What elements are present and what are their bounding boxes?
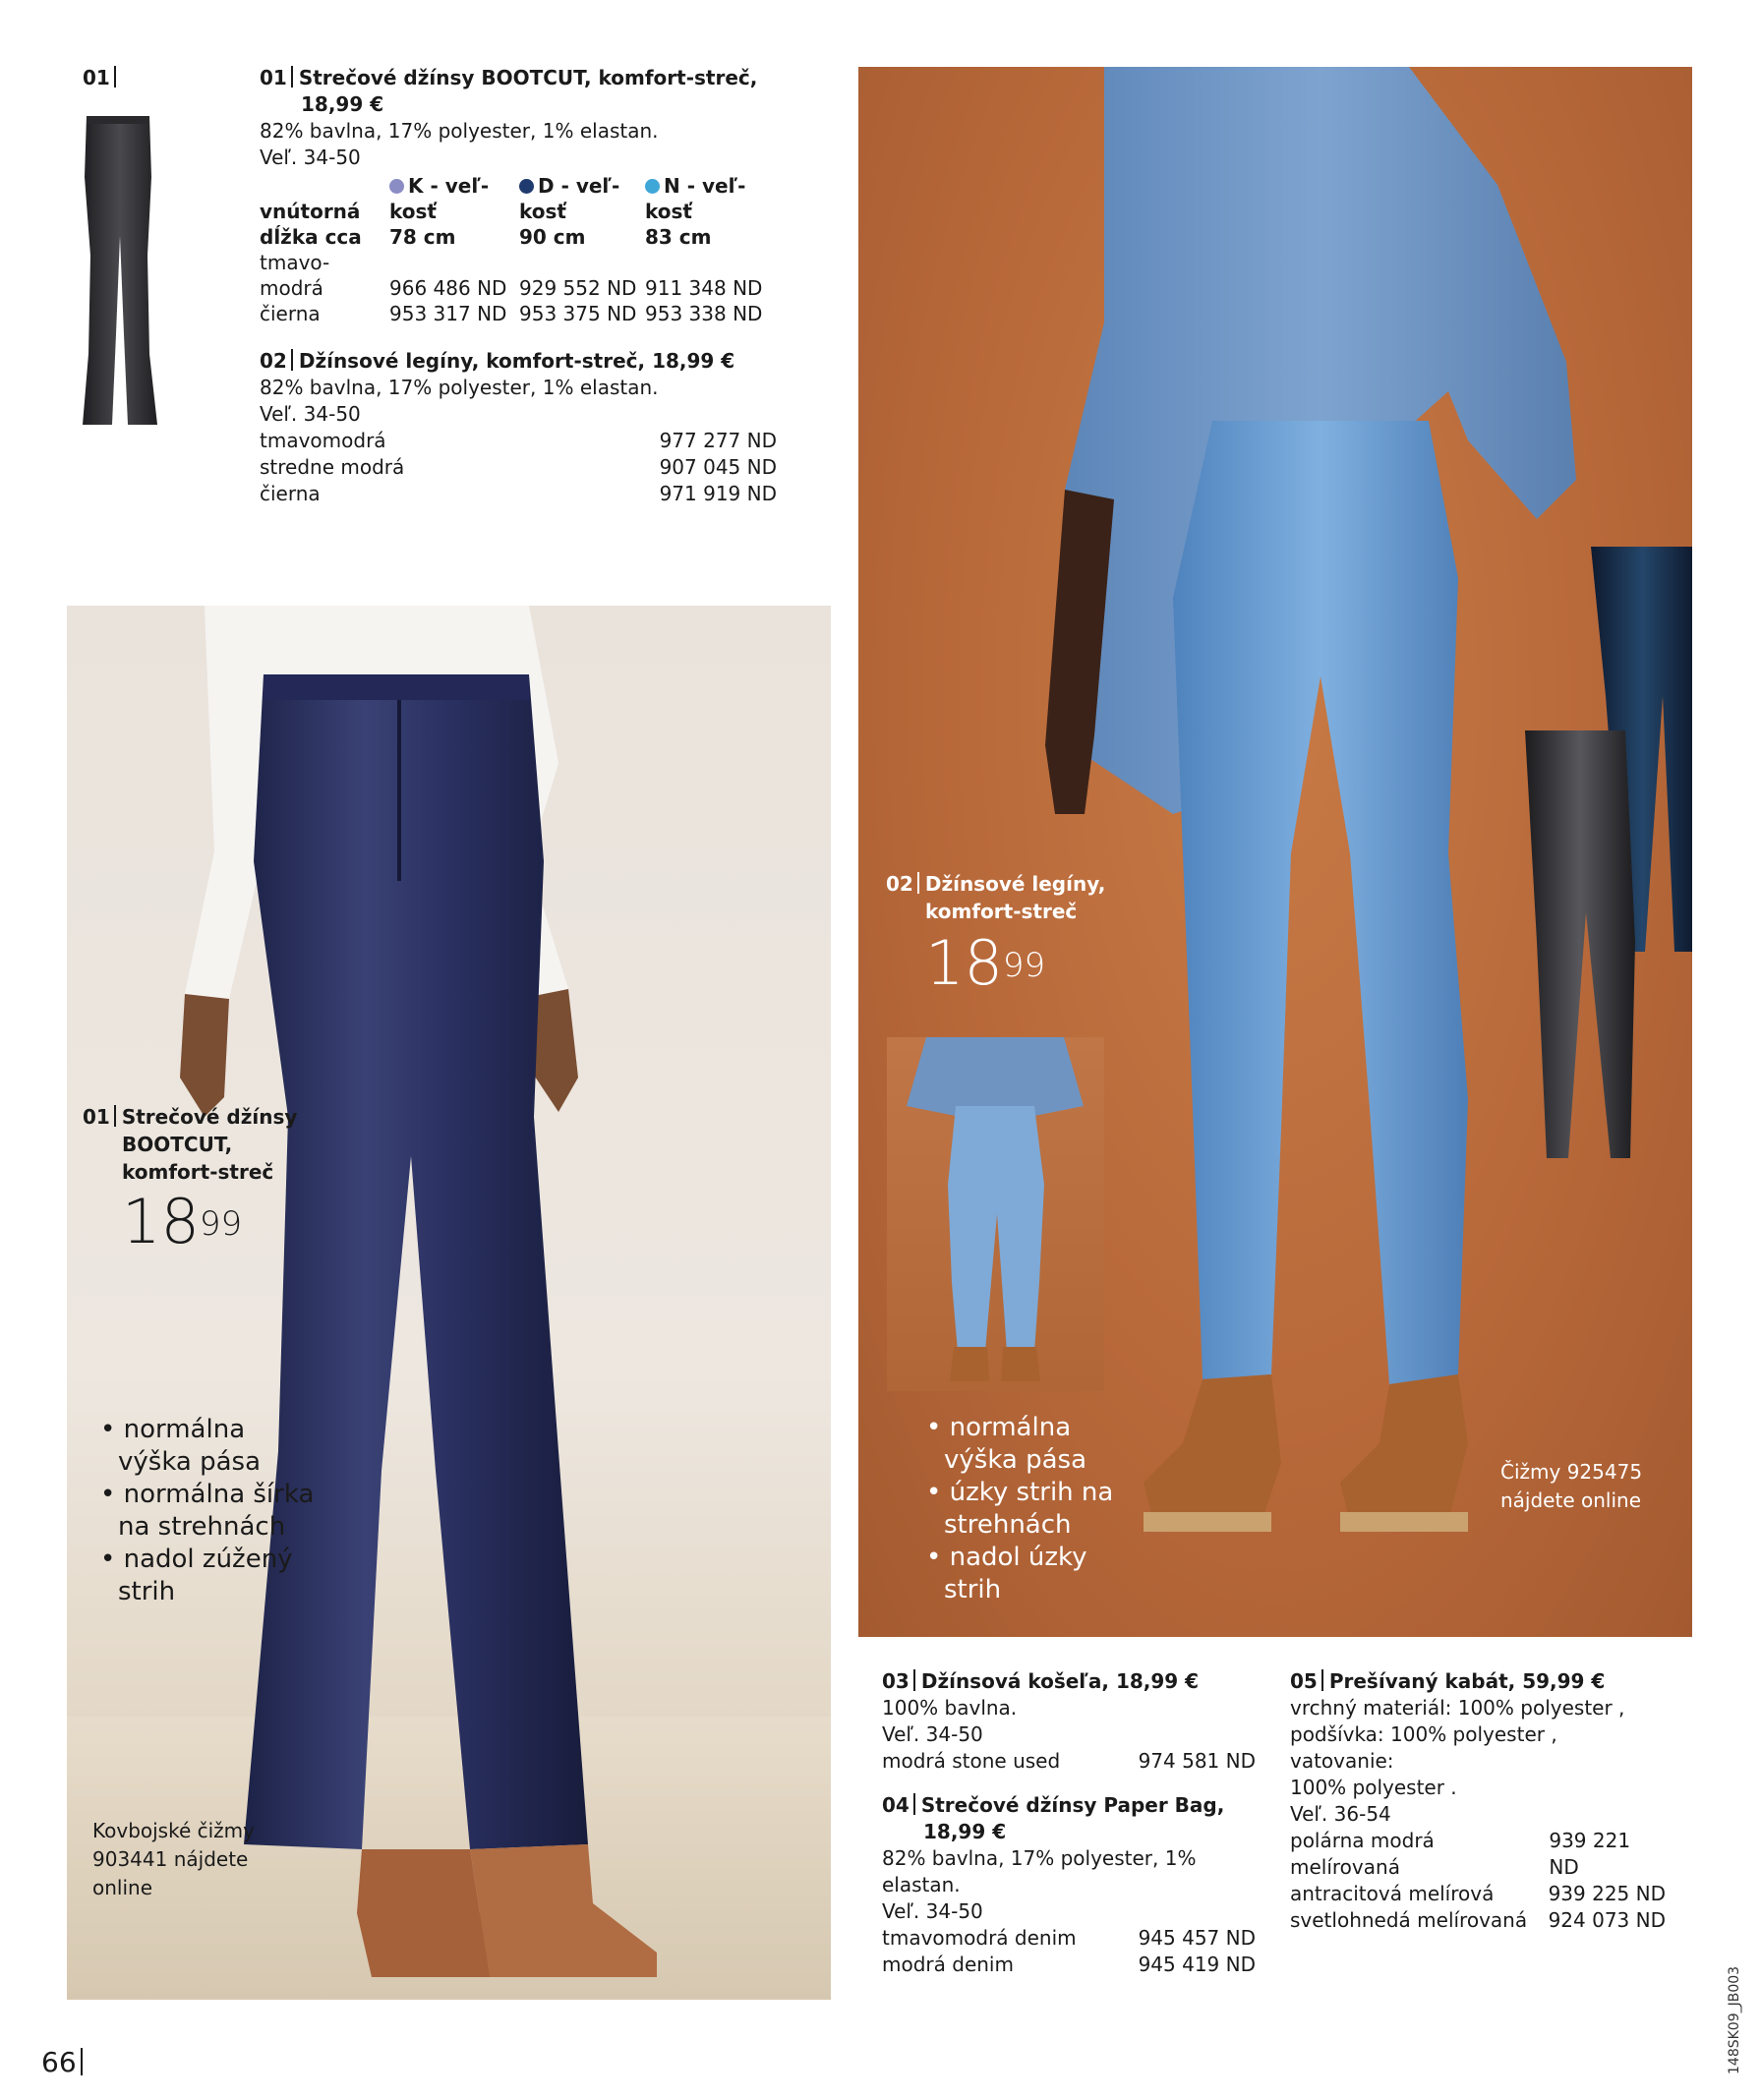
product-02-number: 02 xyxy=(260,349,287,373)
color-dot-n xyxy=(645,179,660,194)
length-n: 83 cm xyxy=(645,225,712,249)
product-02-spec xyxy=(260,348,777,507)
product-05-row: svetlohnedá melírovaná 924 073 ND xyxy=(1290,1908,1666,1932)
product-04-size: Veľ. 34-50 xyxy=(882,1899,983,1923)
product-01-size-table xyxy=(260,173,773,326)
size-col-d: D - veľ- xyxy=(519,173,645,199)
feature-item: • normálna šírka na strehnách xyxy=(100,1480,315,1542)
product-01-number: 01 xyxy=(260,66,287,89)
callout-number: 02 xyxy=(886,872,913,896)
size-col-n-l2: kosť xyxy=(645,200,692,223)
product-04-material: 82% bavlna, 17% polyester, 1% xyxy=(882,1846,1197,1870)
callout-title: Strečové džínsy xyxy=(121,1105,298,1129)
product-05-row: polárna modrá melírovaná 939 221 ND xyxy=(1290,1829,1631,1879)
product-05-number: 05 xyxy=(1290,1669,1318,1693)
product-03-spec xyxy=(882,1668,1256,1775)
leggings-callout xyxy=(886,870,1106,999)
thumb-label: 01 xyxy=(83,65,122,91)
product-04-spec xyxy=(882,1792,1256,1978)
product-03-row: modrá stone used 974 581 ND xyxy=(882,1749,1256,1773)
feature-item: • nadol úzky strih xyxy=(926,1543,1087,1604)
product-03-number: 03 xyxy=(882,1669,910,1693)
feature-item: • normálna výška pása xyxy=(926,1413,1087,1475)
product-01-size: Veľ. 34-50 xyxy=(260,146,361,169)
feature-item: • úzky strih na strehnách xyxy=(926,1478,1114,1540)
size-col-k-l2: kosť xyxy=(389,200,437,223)
product-04-row: tmavomodrá denim 945 457 ND xyxy=(882,1926,1256,1950)
product-05-size: Veľ. 36-54 xyxy=(1290,1802,1391,1826)
product-02-title: Džínsové legíny, komfort-streč, 18,99 € xyxy=(298,349,735,373)
product-04-price: 18,99 € xyxy=(923,1820,1007,1843)
bootcut-jeans-thumbnail xyxy=(79,108,157,433)
model-illustration-right xyxy=(858,67,1692,1637)
bootcut-callout xyxy=(83,1103,298,1257)
length-d: 90 cm xyxy=(519,225,586,249)
product-02-row: stredne modrá 907 045 ND xyxy=(260,455,777,479)
product-01-title-line xyxy=(260,65,791,91)
product-02-row: tmavomodrá 977 277 ND xyxy=(260,429,777,452)
leggings-photo xyxy=(858,67,1692,1637)
product-05-material: vrchný materiál: 100% polyester , xyxy=(1290,1696,1625,1720)
cowboy-boots-note: Kovbojské čižmy 903441 nájdete online xyxy=(92,1819,255,1899)
feature-item: • normálna výška pása xyxy=(100,1415,262,1477)
product-05-row: antracitová melírová 939 225 ND xyxy=(1290,1882,1666,1905)
color-dot-d xyxy=(519,179,534,194)
order-code: 929 552 ND xyxy=(519,276,637,300)
feature-item: • nadol zúžený strih xyxy=(100,1545,293,1606)
product-02-material: 82% bavlna, 17% polyester, 1% elastan. xyxy=(260,376,659,399)
size-col-n: N - veľ- xyxy=(645,173,773,199)
product-05-material-l2: podšívka: 100% polyester , vatovanie: xyxy=(1290,1722,1557,1773)
product-04-number: 04 xyxy=(882,1793,910,1817)
bootcut-jeans-photo xyxy=(67,606,831,2000)
product-05-title: Prešívaný kabát, 59,99 € xyxy=(1328,1669,1606,1693)
row-color: modrá xyxy=(260,276,323,300)
length-k: 78 cm xyxy=(389,225,456,249)
black-leggings-cutout xyxy=(1525,730,1635,1158)
length-label-2: dĺžka cca xyxy=(260,225,362,249)
product-05-spec xyxy=(1290,1668,1666,1934)
product-04-title: Strečové džínsy Paper Bag, xyxy=(920,1793,1225,1817)
row-color: tmavo- xyxy=(260,251,330,274)
boots-note: Čižmy 925475 nájdete online xyxy=(1500,1460,1643,1512)
back-view-illustration xyxy=(887,1037,1104,1391)
product-01-material: 82% bavlna, 17% polyester, 1% elastan. xyxy=(260,119,659,143)
product-02-row: čierna 971 919 ND xyxy=(260,482,777,505)
product-04-material-l2: elastan. xyxy=(882,1873,961,1896)
product-03-title: Džínsová košeľa, 18,99 € xyxy=(920,1669,1200,1693)
callout-title-l3: komfort-streč xyxy=(122,1160,274,1184)
leggings-back-view-photo xyxy=(887,1037,1104,1391)
order-code: 953 338 ND xyxy=(645,302,763,325)
bootcut-features xyxy=(96,1414,314,1608)
product-01-title: Strečové džínsy BOOTCUT, komfort-streč, xyxy=(298,66,758,89)
catalog-code: 148SK09_JB003 xyxy=(1727,1965,1742,2074)
callout-title: Džínsové legíny, xyxy=(924,872,1106,896)
size-col-d-l2: kosť xyxy=(519,200,566,223)
size-col-k: K - veľ- xyxy=(389,173,519,199)
order-code: 953 375 ND xyxy=(519,302,637,325)
product-02-size: Veľ. 34-50 xyxy=(260,402,361,426)
order-code: 911 348 ND xyxy=(645,276,763,300)
row-color: čierna xyxy=(260,302,321,325)
callout-number: 01 xyxy=(83,1105,110,1129)
product-04-row: modrá denim 945 419 ND xyxy=(882,1953,1256,1976)
product-03-material: 100% bavlna. xyxy=(882,1696,1018,1720)
product-01-price: 18,99 € xyxy=(301,92,384,116)
callout-price: $18^{99}$ xyxy=(925,927,1046,999)
page-number: 66 xyxy=(41,2047,88,2078)
product-05-material-l3: 100% polyester . xyxy=(1290,1776,1457,1799)
color-dot-k xyxy=(389,179,404,194)
product-01-spec xyxy=(260,65,791,326)
leggings-features xyxy=(922,1412,1113,1606)
order-code: 953 317 ND xyxy=(389,302,507,325)
callout-price: $18^{99}$ xyxy=(122,1186,243,1257)
order-code: 966 486 ND xyxy=(389,276,507,300)
model-illustration xyxy=(67,606,831,2000)
callout-title-l2: komfort-streč xyxy=(925,900,1078,923)
product-03-size: Veľ. 34-50 xyxy=(882,1722,983,1746)
length-label: vnútorná xyxy=(260,200,361,223)
callout-title-l2: BOOTCUT, xyxy=(122,1133,233,1156)
product-02-title-line xyxy=(260,348,777,375)
